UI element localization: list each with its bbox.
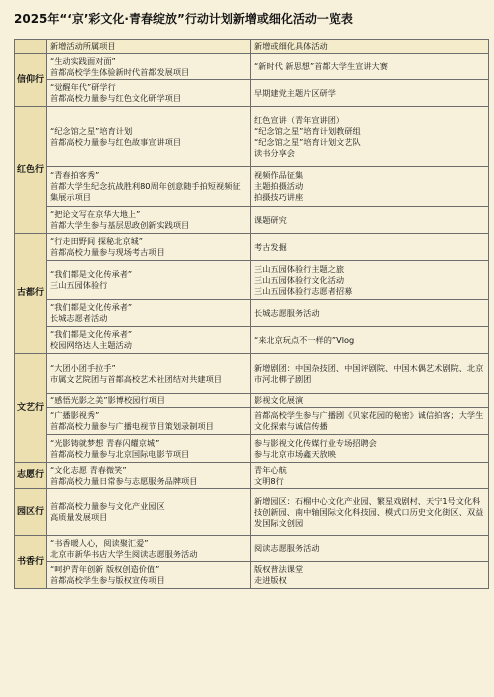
activity-line: 长城志愿服务活动	[254, 307, 320, 318]
activity-cell	[251, 207, 489, 234]
activity-cell	[251, 562, 489, 589]
activity-line: 红色宣讲（青年宣讲团）	[254, 114, 345, 125]
project-line: 校园网络达人主题活动	[50, 340, 132, 350]
table-row	[15, 261, 489, 300]
activity-line: 走进版权	[254, 575, 287, 585]
activity-cell	[251, 394, 489, 408]
activity-line: “新时代 新思想”首都大学生宣讲大赛	[254, 61, 388, 71]
project-line: “行走田野间 探秘北京城”	[50, 236, 143, 246]
project-line: 市属文艺院团与首都高校艺术社团结对共建项目	[50, 373, 222, 384]
project-line: “青春拍客秀”	[50, 170, 100, 180]
activity-cell	[251, 489, 489, 536]
activity-line: 参与影视文化传媒行业专场招聘会	[254, 437, 377, 448]
project-cell	[47, 562, 251, 589]
project-line: 高质量发展项目	[50, 512, 108, 522]
table-row	[15, 536, 489, 562]
activity-line: 拍摄技巧讲座	[254, 192, 304, 202]
table-row	[15, 489, 489, 536]
project-line: 首都大学生参与基层思政创新实践项目	[50, 220, 190, 230]
project-cell	[47, 54, 251, 80]
project-line: “光影铸就梦想 青春闪耀京城”	[50, 437, 160, 448]
category-cell: 园区行	[15, 489, 47, 536]
project-line: 首都高校学生参与版权宣传项目	[50, 575, 165, 585]
table-row	[15, 80, 489, 107]
category-cell: 书香行	[15, 536, 47, 589]
activity-cell	[251, 463, 489, 489]
activity-cell	[251, 536, 489, 562]
project-line: “我们都是文化传承者”	[50, 269, 133, 279]
page-title: 2025年“‘京’彩文化·青春绽放”行动计划新增或细化活动一览表	[14, 12, 353, 26]
project-cell	[47, 394, 251, 408]
activity-line: 青年心航	[254, 464, 287, 475]
project-line: 首都高校力量参与红色文化研学项目	[50, 93, 182, 103]
activity-line: 新增园区：石榴中心文化产业园、繁星戏剧村、天宁1号文化科技创新园、南中轴国际文化科技园、模式口历史文化街区、双益发国际文创园	[254, 495, 484, 528]
activity-line: 影视文化展演	[254, 395, 304, 405]
category-cell: 文艺行	[15, 354, 47, 463]
table-row	[15, 394, 489, 408]
project-line: 首都高校力量参与广播电视节目策划录制项目	[50, 421, 214, 431]
activity-cell	[251, 107, 489, 167]
project-cell	[47, 489, 251, 536]
activity-line: 主题拍摄活动	[254, 181, 304, 191]
project-line: “广播影视秀”	[50, 410, 100, 420]
project-cell	[47, 234, 251, 261]
activity-line: 三山五园体验行主题之旅	[254, 263, 345, 274]
activity-line: 考古发掘	[254, 241, 287, 252]
project-line: 首都高校力量参与北京国际电影节项目	[50, 448, 190, 459]
table-header-row	[15, 40, 489, 54]
table-row	[15, 562, 489, 589]
table-row	[15, 207, 489, 234]
activity-line: “纪念馆之星”培育计划文艺队	[254, 136, 361, 147]
activity-cell	[251, 435, 489, 463]
category-cell: 信仰行	[15, 54, 47, 107]
project-line: 首都高校力量参与文化产业园区	[50, 501, 165, 511]
project-line: 长城志愿者活动	[50, 313, 108, 323]
project-line: “把论文写在京华大地上”	[50, 209, 141, 219]
activity-line: “纪念馆之星”培育计划教研组	[254, 125, 361, 136]
activity-line: “来北京玩点不一样的”Vlog	[254, 334, 355, 345]
project-line: “我们都是文化传承者”	[50, 329, 133, 339]
project-cell	[47, 261, 251, 300]
project-line: “纪念馆之星”培育计划	[50, 125, 133, 136]
header-category-cell	[15, 40, 47, 54]
activity-line: 版权普法课堂	[254, 564, 304, 574]
project-line: “大团小团手拉手”	[50, 362, 116, 373]
activity-table	[14, 39, 489, 589]
activity-line: 新增剧团：中国杂技团、中国评剧院、中国木偶艺术剧院、北京市河北梆子剧团	[254, 362, 484, 384]
project-line: “呵护青年创新 版权创造价值”	[50, 564, 160, 574]
table-row	[15, 463, 489, 489]
project-line: 首都高校学生体验新时代首都发展项目	[50, 66, 190, 77]
table-row	[15, 435, 489, 463]
project-line: “觉醒年代”研学行	[50, 82, 116, 92]
activity-line: 课题研究	[254, 214, 287, 225]
activity-cell	[251, 80, 489, 107]
activity-cell	[251, 234, 489, 261]
project-line: 首都高校力量参与现场考古项目	[50, 247, 165, 257]
project-cell	[47, 207, 251, 234]
project-line: 首都大学生纪念抗战胜利80周年创意随手拍短视频征集展示项目	[50, 181, 241, 202]
activity-line: 阅读志愿服务活动	[254, 543, 320, 553]
table-row	[15, 327, 489, 354]
activity-line: 参与北京市场鑫天放映	[254, 448, 336, 459]
header-project: 新增活动所属项目	[47, 40, 251, 54]
project-line: “文化志愿 青春微笑”	[50, 464, 127, 475]
activity-line: 文明8行	[254, 475, 284, 486]
activity-line: 三山五园体验行志愿者招募	[254, 285, 353, 296]
activity-line: 视频作品征集	[254, 170, 304, 180]
project-line: “我们都是文化传承者”	[50, 302, 133, 312]
activity-line: 三山五园体验行文化活动	[254, 274, 345, 285]
activity-line: 早期建党主题片区研学	[254, 87, 336, 98]
category-cell: 古都行	[15, 234, 47, 354]
activity-line: 读书分享会	[254, 147, 295, 158]
project-line: “感悟光影之美”影博校园行项目	[50, 395, 165, 405]
activity-cell	[251, 167, 489, 207]
project-cell	[47, 300, 251, 327]
activity-cell	[251, 327, 489, 354]
project-cell	[47, 408, 251, 435]
project-cell	[47, 167, 251, 207]
activity-line: 首都高校学生参与广播剧《贝家花园的秘密》诚信拍客；大学生文化探索与诚信传播	[254, 410, 484, 431]
project-cell	[47, 463, 251, 489]
project-cell	[47, 107, 251, 167]
table-row	[15, 408, 489, 435]
project-cell	[47, 536, 251, 562]
project-cell	[47, 354, 251, 394]
activity-cell	[251, 54, 489, 80]
table-row	[15, 234, 489, 261]
activity-cell	[251, 408, 489, 435]
project-line: “生动实践面对面”	[50, 55, 116, 66]
table-row	[15, 300, 489, 327]
activity-cell	[251, 354, 489, 394]
project-line: 首都高校力量日常参与志愿服务品牌项目	[50, 475, 198, 486]
category-cell: 志愿行	[15, 463, 47, 489]
project-cell	[47, 327, 251, 354]
project-line: 北京市新华书店大学生阅读志愿服务活动	[50, 548, 198, 559]
project-cell	[47, 80, 251, 107]
category-cell: 红色行	[15, 107, 47, 234]
table-row	[15, 107, 489, 167]
header-activity: 新增或细化具体活动	[251, 40, 489, 54]
project-line: 首都高校力量参与红色故事宣讲项目	[50, 136, 182, 147]
table-row	[15, 167, 489, 207]
project-line: 三山五园体验行	[50, 280, 108, 290]
project-line: “书香暖人心，阅读聚汇爱”	[50, 537, 149, 548]
activity-cell	[251, 261, 489, 300]
project-cell	[47, 435, 251, 463]
activity-cell	[251, 300, 489, 327]
table-row	[15, 54, 489, 80]
table-row	[15, 354, 489, 394]
